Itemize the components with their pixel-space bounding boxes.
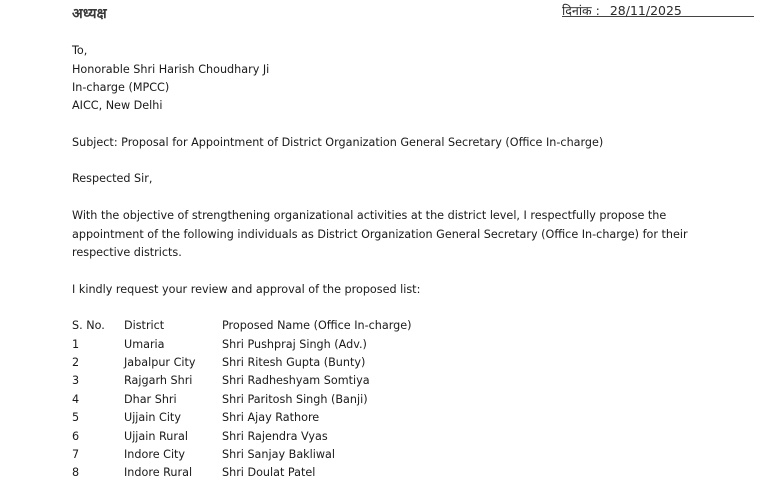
row-name: Shri Rajendra Vyas [222, 430, 328, 443]
table-row [0, 411, 780, 427]
table-row [0, 430, 780, 446]
header-name: Proposed Name (Office In-charge) [222, 319, 412, 332]
row-name: Shri Sanjay Bakliwal [222, 448, 335, 461]
header-sno: S. No. [72, 319, 105, 332]
row-sno: 5 [72, 411, 80, 424]
date-field [562, 2, 754, 17]
letterhead-logo-fragment [190, 0, 220, 2]
body-paragraph-line: With the objective of strengthening organizational activities at the district level, I respectfully propose the [72, 209, 667, 222]
salutation: Respected Sir, [72, 172, 153, 185]
row-district: Umaria [124, 338, 165, 351]
address-recipient: Honorable Shri Harish Choudhary Ji [72, 63, 270, 76]
address-to: To, [72, 44, 88, 57]
subject-line: Subject: Proposal for Appointment of District Organization General Secretary (Office In-charge) [72, 136, 604, 149]
row-district: Rajgarh Shri [124, 374, 193, 387]
date-value: 28/11/2025 [609, 3, 682, 18]
row-district: Dhar Shri [124, 393, 177, 406]
table-row [0, 374, 780, 390]
row-sno: 8 [72, 466, 80, 479]
row-sno: 4 [72, 393, 80, 406]
body-paragraph-line: appointment of the following individuals as District Organization General Secretary (Office In-charge) for their [72, 228, 688, 241]
row-sno: 1 [72, 338, 80, 351]
row-sno: 7 [72, 448, 80, 461]
row-district: Ujjain City [124, 411, 181, 424]
header-district: District [124, 319, 165, 332]
row-sno: 6 [72, 430, 80, 443]
table-row [0, 466, 780, 482]
row-name: Shri Doulat Patel [222, 466, 316, 479]
request-line: I kindly request your review and approval of the proposed list: [72, 283, 421, 296]
table-row [0, 338, 780, 354]
row-district: Ujjain Rural [124, 430, 188, 443]
date-label: दिनांक : [562, 3, 600, 18]
row-name: Shri Ritesh Gupta (Bunty) [222, 356, 366, 369]
row-name: Shri Pushpraj Singh (Adv.) [222, 338, 367, 351]
row-district: Jabalpur City [124, 356, 196, 369]
table-row [0, 393, 780, 409]
address-designation: In-charge (MPCC) [72, 81, 170, 94]
body-paragraph-line: respective districts. [72, 246, 182, 259]
table-row [0, 356, 780, 372]
row-name: Shri Paritosh Singh (Banji) [222, 393, 368, 406]
address-location: AICC, New Delhi [72, 99, 163, 112]
row-sno: 3 [72, 374, 80, 387]
row-district: Indore Rural [124, 466, 193, 479]
table-row [0, 448, 780, 464]
row-sno: 2 [72, 356, 80, 369]
table-header [0, 319, 780, 335]
row-name: Shri Ajay Rathore [222, 411, 320, 424]
designation-label: अध्यक्ष [72, 6, 107, 22]
row-district: Indore City [124, 448, 186, 461]
row-name: Shri Radheshyam Somtiya [222, 374, 370, 387]
